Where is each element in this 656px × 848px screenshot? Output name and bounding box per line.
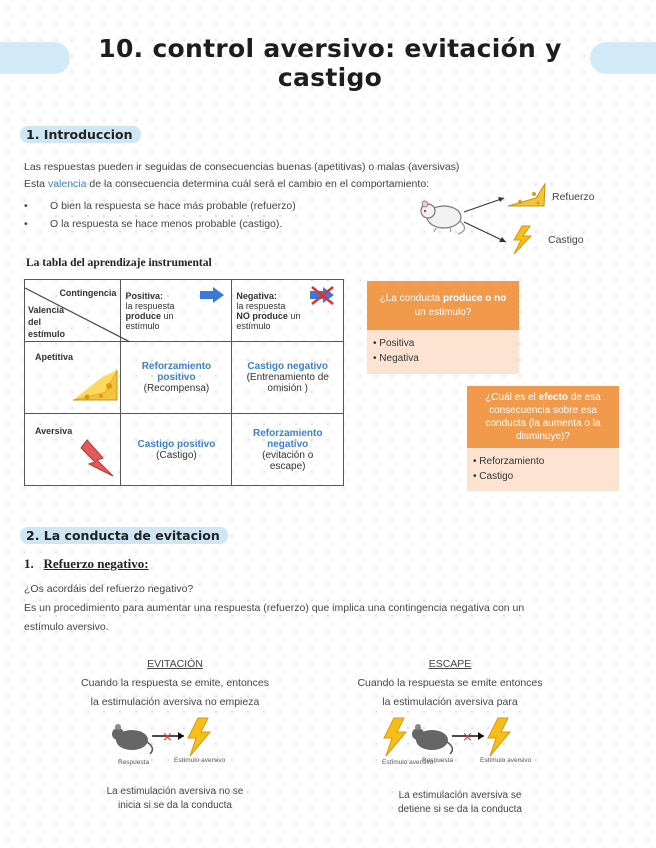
question-box-list — [367, 330, 519, 374]
table-cell-castigo-positivo: Castigo positivo (Castigo) — [121, 414, 232, 486]
escape-diagram — [380, 714, 540, 776]
evitacion-title: EVITACIÓN — [147, 658, 203, 670]
rat-icon — [421, 201, 465, 234]
table-row-aversiva-label: Aversiva — [25, 414, 121, 486]
list-item: • Castigo — [473, 471, 514, 482]
list-item: • O bien la respuesta se hace más probable (refuerzo) — [24, 200, 296, 212]
table-row-apetitiva-label: Apetitiva — [25, 342, 121, 414]
title-decoration-right — [590, 42, 656, 74]
table-header-positiva: Positiva: la respuesta produce un estímulo — [121, 280, 232, 342]
refuerzo-label: Refuerzo — [552, 191, 595, 203]
question-box-list — [467, 448, 619, 491]
lightning-icon — [384, 718, 406, 756]
question-box-header: ¿La conducta produce o no un estimulo? — [367, 281, 519, 330]
escape-footer: La estimulación aversiva se detiene si se da la conducta — [398, 790, 522, 815]
section-heading-evitacion: 2. La conducta de evitacion — [20, 528, 228, 543]
rat-icon — [112, 724, 152, 754]
table-header-negativa: Negativa: la respuesta NO produce un estímulo — [232, 280, 344, 342]
learning-table — [24, 279, 344, 486]
intro-line-2: Esta valencia de la consecuencia determina cuál será el cambio en el comportamiento: — [24, 178, 430, 190]
refuerzo-negativo-paragraph: ¿Os acordáis del refuerzo negativo? Es un procedimiento para aumentar una respuesta (refuerzo) que implica una contingencia negativa con un estímulo aversivo. — [24, 583, 525, 633]
cheese-icon — [71, 366, 119, 406]
escape-panel: ESCAPE Cuando la respuesta se emite entonces la estimulación aversiva para — [305, 655, 595, 712]
svg-text:×: × — [462, 730, 473, 745]
page-title: 10. control aversivo: evitación y castigo — [98, 34, 562, 92]
svg-text:×: × — [162, 730, 173, 745]
castigo-label: Castigo — [548, 234, 584, 246]
lightning-red-icon — [77, 438, 117, 480]
rat-icon — [412, 724, 452, 754]
lightning-icon — [514, 226, 531, 254]
svg-text:Estímulo aversivo: Estímulo aversivo — [382, 759, 434, 766]
lightning-icon — [488, 718, 510, 756]
question-box-effect — [467, 386, 619, 491]
list-item: • Negativa — [373, 353, 419, 364]
title-decoration-left — [0, 42, 70, 74]
svg-text:Respuesta: Respuesta — [422, 757, 454, 764]
table-cell-refuerzo-positivo: Reforzamiento positivo (Recompensa) — [121, 342, 232, 414]
section-heading-introduccion: 1. Introduccion — [20, 127, 141, 142]
table-corner-cell: Contingencia Valencia del estímulo — [25, 280, 121, 342]
evitacion-footer: La estimulación aversiva no se inicia si se da la conducta — [106, 786, 244, 811]
svg-text:Respuesta: Respuesta — [118, 759, 150, 766]
list-item: • Positiva — [373, 338, 415, 349]
question-box-header: ¿Cuál es el efecto de esa consecuencia sobre esa conducta (la aumenta o la disminuye)? — [467, 386, 619, 448]
intro-line-1: Las respuestas pueden ir seguidas de consecuencias buenas (apetitivas) o malas (aversivas) — [24, 161, 460, 173]
list-item: • Reforzamiento — [473, 456, 545, 467]
cheese-icon — [508, 184, 545, 206]
crossed-arrow-icon — [309, 285, 337, 305]
escape-title: ESCAPE — [428, 658, 472, 670]
lightning-icon — [188, 718, 210, 756]
evitacion-diagram — [110, 714, 230, 766]
subheading-refuerzo-negativo: 1. Refuerzo negativo: — [24, 556, 149, 571]
table-title: La tabla del aprendizaje instrumental — [26, 257, 212, 269]
consequence-diagram — [414, 178, 634, 258]
svg-text:Estímulo aversivo: Estímulo aversivo — [480, 757, 532, 764]
table-cell-castigo-negativo: Castigo negativo (Entrenamiento de omisión ) — [232, 342, 344, 414]
valencia-highlight: valencia — [47, 178, 87, 190]
evitacion-panel: EVITACIÓN Cuando la respuesta se emite, entonces la estimulación aversiva no empieza — [30, 655, 320, 712]
table-cell-refuerzo-negativo: Reforzamiento negativo (evitación o escape) — [232, 414, 344, 486]
list-item: • O la respuesta se hace menos probable (castigo). — [24, 218, 283, 230]
intro-bullet-list — [24, 197, 296, 233]
question-box-contingency — [367, 281, 519, 374]
svg-text:Estímulo aversivo: Estímulo aversivo — [174, 757, 226, 764]
arrow-right-icon — [199, 286, 225, 304]
